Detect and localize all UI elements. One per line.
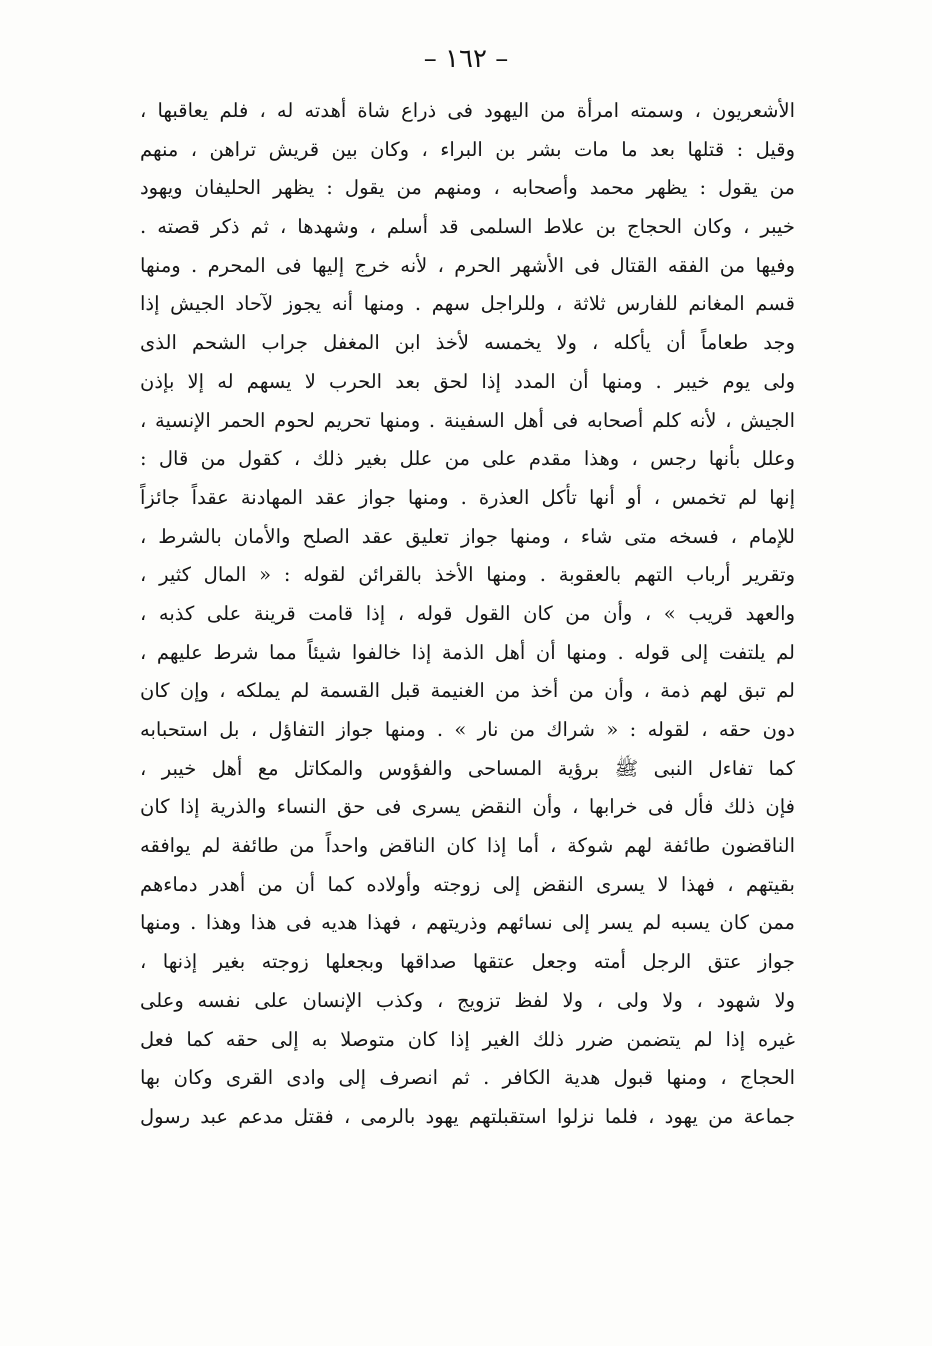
text-line: وجد طعاماً أن يأكله ، ولا يخمسه لأخذ ابن المغفل جراب الشحم الذى — [140, 331, 795, 355]
text-line: جماعة من يهود ، فلما نزلوا استقبلتهم يهود بالرمى ، فقتل مدعم عبد رسول — [140, 1104, 795, 1128]
text-line: خيبر ، وكان الحجاج بن علاط السلمى قد أسلم ، وشهدها ، ثم ذكر قصته . — [140, 215, 795, 239]
text-line: ولى يوم خيبر . ومنها أن المدد إذا لحق بعد الحرب لا يسهم له إلا بإذن — [140, 369, 795, 393]
text-line: ممن كان يسبه لم يسر إلى نسائهم وذريتهم ، فهذا هديه فى هذا وهذا . ومنها — [140, 911, 795, 935]
text-line: إنها لم تخمس ، أو أنها تأكل العذرة . ومنها جواز عقد المهادنة عقداً جائزاً — [140, 485, 795, 509]
body-text — [140, 92, 795, 1137]
text-line: قسم المغانم للفارس ثلاثة ، وللراجل سهم . ومنها أنه يجوز لآحاد الجيش إذا — [140, 292, 795, 316]
text-line: الناقضون طائفة لهم شوكة ، أما إذا كان الناقض واحداً من طائفة لم يوافقه — [140, 834, 795, 858]
text-line: كما تفاءل النبى ﷺ برؤية المساحى والفؤوس والمكاتل مع أهل خيبر ، — [140, 756, 795, 780]
text-line: لم تبق لهم ذمة ، وأن من أخذ من الغنيمة قبل القسمة لم يملكه ، وإن كان — [140, 679, 795, 703]
text-line: الجيش ، لأنه كلم أصحابه فى أهل السفينة . ومنها تحريم لحوم الحمر الإنسية ، — [140, 408, 795, 432]
text-line: جواز عتق الرجل أمته وجعل عتقها صداقها وبجعلها زوجته بغير إذنها ، — [140, 950, 795, 974]
text-line: دون حقه ، لقوله : « شراك من نار » . ومنها جواز التفاؤل ، بل استحبابه — [140, 718, 795, 741]
text-line: من يقول : يظهر محمد وأصحابه ، ومنهم من يقول : يظهر الحليفان ويهود — [140, 176, 795, 200]
text-line: وقيل : قتلها بعد ما مات بشر بن البراء ، وكان بين قريش تراهن ، منهم — [140, 137, 795, 161]
text-line: ولا شهود ، ولا ولى ، ولا لفظ تزويج ، وكذب الإنسان على نفسه وعلى — [140, 988, 795, 1012]
text-line: وفيها من الفقه القتال فى الأشهر الحرم ، لأنه خرج إليها فى المحرم . ومنها — [140, 253, 795, 277]
text-line: غيره إذا لم يتضمن ضرر ذلك الغير إذا كان متوصلا به إلى حقه كما فعل — [140, 1027, 795, 1051]
text-line: بقيتهم ، فهذا لا يسرى النقض إلى زوجته وأولاده كما أن من أهدر دماءهم — [140, 872, 795, 896]
text-line: والعهد قريب » ، وأن من كان القول قوله ، إذا قامت قرينة على كذبه ، — [140, 601, 795, 625]
text-line: الحجاج ، ومنها قبول هدية الكافر . ثم انصرف إلى وادى القرى وكان بها — [140, 1066, 795, 1090]
page-number: – ١٦٢ – — [423, 44, 509, 74]
text-line: الأشعريون ، وسمته امرأة من اليهود فى ذراع شاة أهدته له ، فلم يعاقبها ، — [140, 99, 795, 122]
text-line: وتقرير أرباب التهم بالعقوبة . ومنها الأخذ بالقرائن لقوله : « المال كثير ، — [140, 563, 795, 587]
text-line: فإن ذلك فأل فى خرابها ، وأن النقض يسرى فى حق النساء والذرية إذا كان — [140, 795, 795, 819]
text-line: للإمام ، فسخه متى شاء ، ومنها جواز تعليق عقد الصلح والأمان بالشرط ، — [140, 524, 795, 548]
text-line: لم يلتفت إلى قوله . ومنها أن أهل الذمة إذا خالفوا شيئاً مما شرط عليهم ، — [140, 640, 795, 664]
text-line: وعلل بأنها رجس ، وهذا مقدم على من علل بغير ذلك ، كقول من قال : — [140, 447, 795, 471]
